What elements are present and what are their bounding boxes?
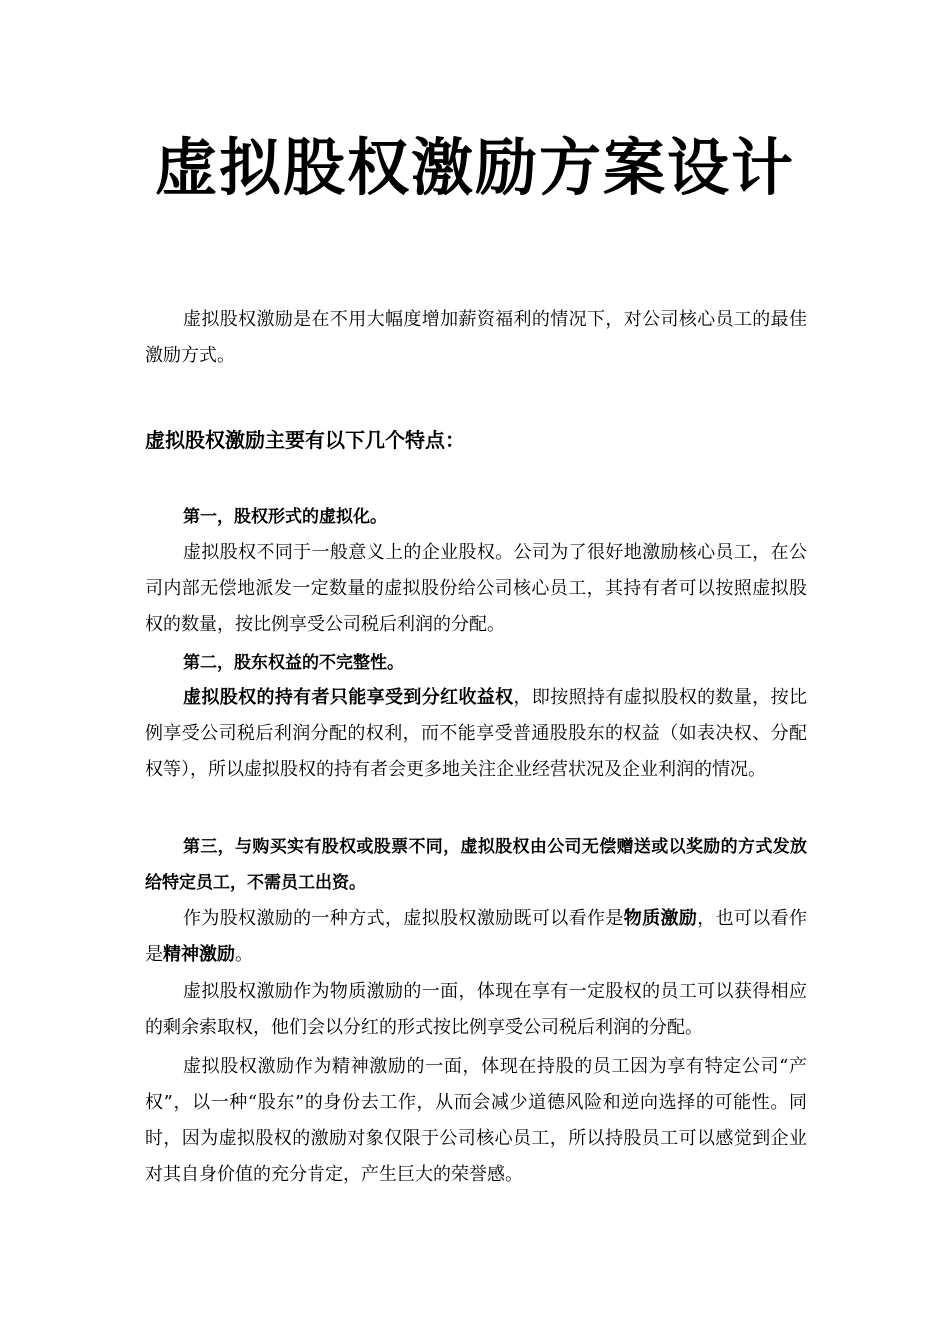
material-paragraph: 虚拟股权激励作为物质激励的一面，体现在享有一定股权的员工可以获得相应的剩余索取权，他们会以分红的形式按比例享受公司税后利润的分配。 <box>145 981 807 1038</box>
mode-bold-material: 物质激励 <box>623 908 698 929</box>
mode-paragraph <box>145 901 807 973</box>
spiritual-paragraph: 虚拟股权激励作为精神激励的一面，体现在持股的员工因为享有特定公司“产权”，以一种“股东”的身份去工作，从而会减少道德风险和逆向选择的可能性。同时，因为虚拟股权的激励对象仅限于公司核心员工，所以持股员工可以感觉到企业对其自身价值的充分肯定，产生巨大的荣誉感。 <box>145 1056 807 1185</box>
point-2-rest: ，即按照持有虚拟股权的数量，按比例享受公司税后利润分配的权利，而不能享受普通股股东的权益（如表决权、分配权等），所以虚拟股权的持有者会更多地关注企业经营状况及企业利润的情况。 <box>145 687 807 780</box>
mode-text-b: ，也可以看作是 <box>145 908 808 965</box>
point-3-title: 第三，与购买实有股权或股票不同，虚拟股权由公司无偿赠送或以奖励的方式发放给特定员工，不需员工出资。 <box>145 837 807 893</box>
document-title: 虚拟股权激励方案设计 <box>154 131 795 204</box>
features-heading: 虚拟股权激励主要有以下几个特点： <box>145 428 465 452</box>
point-2-bold-phrase: 虚拟股权的持有者只能享受到分红收益权 <box>183 687 514 708</box>
mode-text-c: 。 <box>235 944 253 965</box>
intro-paragraph: 虚拟股权激励是在不用大幅度增加薪资福利的情况下，对公司核心员工的最佳激励方式。 <box>145 309 807 366</box>
mode-bold-spiritual: 精神激励 <box>163 944 235 965</box>
point-2-body <box>145 680 807 788</box>
mode-text-a: 作为股权激励的一种方式，虚拟股权激励既可以看作是 <box>183 908 624 929</box>
point-1-body: 虚拟股权不同于一般意义上的企业股权。公司为了很好地激励核心员工，在公司内部无偿地派发一定数量的虚拟股份给公司核心员工，其持有者可以按照虚拟股权的数量，按比例享受公司税后利润的分配。 <box>145 542 807 635</box>
point-2-title: 第二，股东权益的不完整性。 <box>183 653 404 673</box>
point-1-title: 第一，股权形式的虚拟化。 <box>183 507 387 527</box>
